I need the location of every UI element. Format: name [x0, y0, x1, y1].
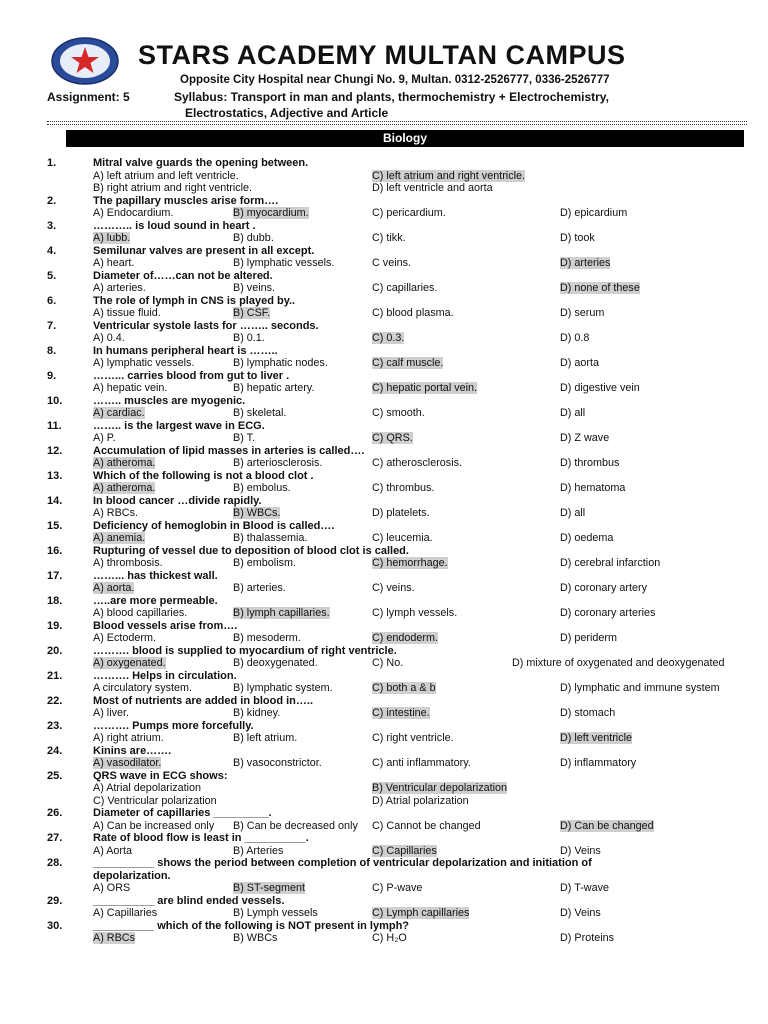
option: C) right ventricle.	[372, 732, 454, 744]
question-line	[0, 620, 768, 633]
question-line	[0, 420, 768, 433]
question-number: 28.	[47, 857, 63, 869]
option: A) P.	[93, 432, 116, 444]
option: D) aorta	[560, 357, 600, 369]
option: D) took	[560, 232, 595, 244]
question-line	[0, 670, 768, 683]
question-item	[0, 745, 768, 770]
question-line	[0, 295, 768, 308]
option: D) mixture of oxygenated and deoxygenated	[512, 657, 725, 669]
option: B) left atrium.	[233, 732, 298, 744]
options-row	[0, 207, 768, 220]
question-item	[0, 420, 768, 445]
question-line	[0, 720, 768, 733]
option: A) Capillaries	[93, 907, 158, 919]
question-item	[0, 220, 768, 245]
question-item	[0, 470, 768, 495]
options-row	[0, 170, 768, 183]
question-text: Semilunar valves are present in all except.	[93, 244, 315, 257]
question-line	[0, 320, 768, 333]
option: D) inflammatory	[560, 757, 637, 769]
option-highlighted-answer: A) RBCs	[93, 932, 135, 944]
question-text: The role of lymph in CNS is played by..	[93, 294, 296, 307]
question-number: 5.	[47, 269, 57, 282]
option-highlighted-answer: D) Can be changed	[560, 819, 654, 832]
option: A) ORS	[93, 882, 131, 894]
option: A) 0.4.	[93, 332, 125, 344]
option: D) Proteins	[560, 932, 615, 944]
question-item	[0, 695, 768, 720]
options-row	[0, 757, 768, 770]
option-highlighted-answer: B) Ventricular depolarization	[372, 782, 508, 794]
option: B) Can be decreased only	[233, 819, 358, 832]
option-highlighted-answer: D) none of these	[560, 282, 640, 294]
options-row	[0, 632, 768, 645]
option: B) lymphatic vessels.	[233, 257, 335, 269]
option: C) leucemia.	[372, 532, 433, 544]
question-number: 6.	[47, 294, 57, 307]
question-line	[0, 895, 768, 908]
question-line	[0, 520, 768, 533]
option: D) platelets.	[372, 507, 430, 519]
option: B) WBCs	[233, 932, 278, 944]
question-list	[0, 157, 768, 945]
option: B) thalassemia.	[233, 532, 308, 544]
question-number: 18.	[47, 594, 63, 607]
option: A) left atrium and left ventricle.	[93, 169, 239, 182]
question-number: 20.	[47, 644, 63, 657]
question-item	[0, 620, 768, 645]
option: A) thrombosis.	[93, 557, 163, 569]
address-line: Opposite City Hospital near Chungi No. 9, Multan. 0312-2526777, 0336-2526777	[180, 74, 610, 86]
option: C) thrombus.	[372, 482, 435, 494]
question-item	[0, 345, 768, 370]
option: A) tissue fluid.	[93, 307, 161, 319]
question-number: 4.	[47, 244, 57, 257]
option: C) atherosclerosis.	[372, 457, 463, 469]
option: A) lymphatic vessels.	[93, 357, 195, 369]
option-highlighted-answer: A) vasodilator.	[93, 757, 162, 769]
options-row	[0, 582, 768, 595]
options-row	[0, 482, 768, 495]
option: D) coronary arteries	[560, 607, 656, 619]
option: A) Endocardium.	[93, 207, 174, 219]
question-line-continued	[0, 870, 768, 883]
option: C) anti inflammatory.	[372, 757, 471, 769]
question-text: Most of nutrients are added in blood in…..	[93, 694, 313, 707]
option: D) Z wave	[560, 432, 610, 444]
question-number: 25.	[47, 769, 63, 782]
option: B) deoxygenated.	[233, 657, 318, 669]
question-number: 11.	[47, 419, 62, 432]
question-text: ………. Pumps more forcefully.	[93, 719, 254, 732]
options-row	[0, 432, 768, 445]
question-number: 2.	[47, 194, 57, 207]
options-row	[0, 382, 768, 395]
question-number: 10.	[47, 394, 63, 407]
option: D) left ventricle and aorta	[372, 182, 493, 194]
option: A) blood capillaries.	[93, 607, 188, 619]
option: D) serum	[560, 307, 605, 319]
option: D) T-wave	[560, 882, 609, 894]
question-line	[0, 920, 768, 933]
option: D) all	[560, 507, 586, 519]
options-row	[0, 732, 768, 745]
option: B) arteriosclerosis.	[233, 457, 323, 469]
option: D) Atrial polarization	[372, 794, 469, 807]
question-text: Accumulation of lipid masses in arteries is called….	[93, 444, 365, 457]
option: D) lymphatic and immune system	[560, 682, 720, 694]
question-number: 22.	[47, 694, 63, 707]
option: C) blood plasma.	[372, 307, 454, 319]
question-text: Which of the following is not a blood clot .	[93, 469, 314, 482]
option: A) Atrial depolarization	[93, 782, 202, 794]
options-row	[0, 795, 768, 808]
option-highlighted-answer: D) left ventricle	[560, 732, 632, 744]
question-number: 14.	[47, 494, 63, 507]
option-highlighted-answer: B) myocardium.	[233, 207, 309, 219]
question-number: 15.	[47, 519, 63, 532]
option: C) pericardium.	[372, 207, 446, 219]
options-row	[0, 682, 768, 695]
option-highlighted-answer: B) CSF.	[233, 307, 271, 319]
question-item	[0, 395, 768, 420]
question-line	[0, 545, 768, 558]
option: C) tikk.	[372, 232, 406, 244]
question-item	[0, 520, 768, 545]
question-item	[0, 645, 768, 670]
question-text: ……... has thickest wall.	[93, 569, 218, 582]
option-highlighted-answer: A) aorta.	[93, 582, 135, 594]
question-item	[0, 320, 768, 345]
option: C) Ventricular polarization	[93, 794, 217, 807]
option: C) veins.	[372, 582, 415, 594]
options-row	[0, 882, 768, 895]
question-line	[0, 807, 768, 820]
option: D) all	[560, 407, 586, 419]
option-highlighted-answer: A) oxygenated.	[93, 657, 166, 669]
option: D) hematoma	[560, 482, 626, 494]
question-line	[0, 695, 768, 708]
options-row	[0, 907, 768, 920]
option: C) No.	[372, 657, 404, 669]
syllabus-line-1: Syllabus: Transport in man and plants, thermochemistry + Electrochemistry,	[174, 90, 609, 104]
question-text: In humans peripheral heart is ……..	[93, 344, 278, 357]
option-highlighted-answer: C) endoderm.	[372, 632, 439, 644]
option: B) Arteries	[233, 844, 284, 857]
question-item	[0, 295, 768, 320]
option: B) vasoconstrictor.	[233, 757, 322, 769]
option-highlighted-answer: C) Capillaries	[372, 844, 437, 857]
question-line	[0, 395, 768, 408]
option-highlighted-answer: B) ST-segment	[233, 882, 306, 894]
option: D) periderm	[560, 632, 617, 644]
option: B) embolism.	[233, 557, 296, 569]
options-row	[0, 357, 768, 370]
option-highlighted-answer: B) lymph capillaries.	[233, 607, 330, 619]
question-line	[0, 445, 768, 458]
question-text: Mitral valve guards the opening between.	[93, 157, 309, 169]
question-item	[0, 370, 768, 395]
options-row	[0, 532, 768, 545]
assignment-label: Assignment: 5	[47, 90, 130, 104]
question-line	[0, 157, 768, 170]
question-text: __________ which of the following is NOT present in lymph?	[93, 919, 410, 932]
options-row	[0, 332, 768, 345]
option: B) lymphatic nodes.	[233, 357, 328, 369]
option-highlighted-answer: C) calf muscle.	[372, 357, 444, 369]
question-text: In blood cancer …divide rapidly.	[93, 494, 262, 507]
option: A) RBCs.	[93, 507, 138, 519]
question-item	[0, 495, 768, 520]
option: B) veins.	[233, 282, 276, 294]
option: B) mesoderm.	[233, 632, 301, 644]
question-line	[0, 270, 768, 283]
question-item	[0, 157, 768, 195]
option-highlighted-answer: A) atheroma.	[93, 482, 156, 494]
option: A) Aorta	[93, 844, 133, 857]
option: D) coronary artery	[560, 582, 647, 594]
question-number: 17.	[47, 569, 63, 582]
question-line	[0, 595, 768, 608]
option: A circulatory system.	[93, 682, 192, 694]
option: B) embolus.	[233, 482, 291, 494]
question-number: 1.	[47, 157, 57, 169]
question-number: 24.	[47, 744, 63, 757]
option: B) skeletal.	[233, 407, 287, 419]
option: C) smooth.	[372, 407, 425, 419]
option: C veins.	[372, 257, 412, 269]
options-row	[0, 707, 768, 720]
option: A) arteries.	[93, 282, 146, 294]
question-line	[0, 770, 768, 783]
question-number: 23.	[47, 719, 63, 732]
question-number: 3.	[47, 219, 57, 232]
question-text: ……….. is loud sound in heart .	[93, 219, 256, 232]
options-row	[0, 307, 768, 320]
question-text: …….. muscles are myogenic.	[93, 394, 246, 407]
option-highlighted-answer: C) intestine.	[372, 707, 430, 719]
options-row	[0, 507, 768, 520]
question-number: 8.	[47, 344, 57, 357]
option-highlighted-answer: B) WBCs.	[233, 507, 281, 519]
divider-dotted	[47, 124, 747, 125]
question-line	[0, 832, 768, 845]
options-row	[0, 657, 768, 670]
option: A) right atrium.	[93, 732, 164, 744]
question-text: Diameter of……can not be altered.	[93, 269, 273, 282]
question-text: Rate of blood flow is least in __________.	[93, 832, 309, 844]
question-text: __________ shows the period between completion of ventricular depolarization and initiation of	[93, 857, 592, 869]
question-number: 16.	[47, 544, 63, 557]
academy-logo	[50, 36, 120, 86]
question-item	[0, 595, 768, 620]
page-title: STARS ACADEMY MULTAN CAMPUS	[138, 40, 626, 70]
options-row	[0, 845, 768, 858]
question-item	[0, 920, 768, 945]
question-item	[0, 895, 768, 920]
options-row	[0, 282, 768, 295]
option: B) right atrium and right ventricle.	[93, 182, 253, 194]
question-text: Rupturing of vessel due to deposition of blood clot is called.	[93, 544, 409, 557]
option: B) Lymph vessels	[233, 907, 318, 919]
question-item	[0, 832, 768, 857]
question-text: ……... carries blood from gut to liver .	[93, 369, 290, 382]
option: C) H₂O	[372, 932, 407, 944]
question-line	[0, 857, 768, 870]
question-line	[0, 220, 768, 233]
options-row	[0, 782, 768, 795]
option-highlighted-answer: C) left atrium and right ventricle.	[372, 169, 526, 182]
option: D) stomach	[560, 707, 616, 719]
options-row	[0, 182, 768, 195]
options-row	[0, 607, 768, 620]
question-text-continued: depolarization.	[93, 869, 171, 882]
question-text: …..are more permeable.	[93, 594, 218, 607]
question-line	[0, 345, 768, 358]
option: B) 0.1.	[233, 332, 265, 344]
question-number: 7.	[47, 319, 57, 332]
option: D) Veins	[560, 844, 601, 857]
option: D) epicardium	[560, 207, 628, 219]
question-line	[0, 470, 768, 483]
question-item	[0, 195, 768, 220]
option: D) 0.8	[560, 332, 590, 344]
option: A) Ectoderm.	[93, 632, 156, 644]
question-line	[0, 195, 768, 208]
option-highlighted-answer: C) hemorrhage.	[372, 557, 448, 569]
question-number: 29.	[47, 894, 63, 907]
options-row	[0, 932, 768, 945]
question-number: 13.	[47, 469, 63, 482]
option: A) liver.	[93, 707, 129, 719]
option: C) P-wave	[372, 882, 423, 894]
option: B) lymphatic system.	[233, 682, 333, 694]
options-row	[0, 232, 768, 245]
option-highlighted-answer: A) anemia.	[93, 532, 146, 544]
question-number: 27.	[47, 832, 63, 844]
question-text: The papillary muscles arise form….	[93, 194, 279, 207]
question-item	[0, 445, 768, 470]
section-header: Biology	[66, 130, 744, 147]
option-highlighted-answer: A) cardiac.	[93, 407, 145, 419]
option: B) arteries.	[233, 582, 286, 594]
question-text: Blood vessels arise from….	[93, 619, 238, 632]
option-highlighted-answer: D) arteries	[560, 257, 611, 269]
question-number: 30.	[47, 919, 63, 932]
question-item	[0, 270, 768, 295]
option: D) Veins	[560, 907, 601, 919]
option-highlighted-answer: A) lubb.	[93, 232, 131, 244]
question-text: __________ are blind ended vessels.	[93, 894, 285, 907]
question-item	[0, 570, 768, 595]
option: D) oedema	[560, 532, 614, 544]
option: A) Can be increased only	[93, 819, 215, 832]
question-text: ………. Helps in circulation.	[93, 669, 237, 682]
question-line	[0, 370, 768, 383]
option: C) Cannot be changed	[372, 819, 481, 832]
option: D) cerebral infarction	[560, 557, 661, 569]
options-row	[0, 457, 768, 470]
option: B) hepatic artery.	[233, 382, 315, 394]
question-item	[0, 670, 768, 695]
option: B) dubb.	[233, 232, 274, 244]
question-line	[0, 570, 768, 583]
question-line	[0, 245, 768, 258]
options-row	[0, 557, 768, 570]
question-line	[0, 745, 768, 758]
question-item	[0, 857, 768, 895]
question-text: QRS wave in ECG shows:	[93, 769, 228, 782]
option: B) kidney.	[233, 707, 281, 719]
option-highlighted-answer: C) Lymph capillaries	[372, 907, 470, 919]
question-number: 9.	[47, 369, 57, 382]
option: C) capillaries.	[372, 282, 438, 294]
divider-dotted	[47, 121, 747, 122]
question-number: 26.	[47, 807, 63, 819]
question-item	[0, 545, 768, 570]
option: D) digestive vein	[560, 382, 640, 394]
question-text: Ventricular systole lasts for …….. seconds.	[93, 319, 319, 332]
option-highlighted-answer: C) QRS.	[372, 432, 413, 444]
option: C) lymph vessels.	[372, 607, 458, 619]
question-number: 19.	[47, 619, 63, 632]
question-text: ………. blood is supplied to myocardium of right ventricle.	[93, 644, 397, 657]
question-item	[0, 807, 768, 832]
question-item	[0, 770, 768, 808]
question-number: 12.	[47, 444, 63, 457]
option-highlighted-answer: C) both a & b	[372, 682, 436, 694]
option-highlighted-answer: C) hepatic portal vein.	[372, 382, 478, 394]
question-text: Kinins are…….	[93, 744, 172, 757]
options-row	[0, 407, 768, 420]
question-text: …….. is the largest wave in ECG.	[93, 419, 265, 432]
question-number: 21.	[47, 669, 63, 682]
question-item	[0, 245, 768, 270]
option-highlighted-answer: A) atheroma.	[93, 457, 156, 469]
option: B) T.	[233, 432, 255, 444]
question-item	[0, 720, 768, 745]
syllabus-line-2: Electrostatics, Adjective and Article	[185, 106, 389, 120]
option: D) thrombus	[560, 457, 620, 469]
option: A) hepatic vein.	[93, 382, 168, 394]
question-text: Diameter of capillaries _________.	[93, 807, 272, 819]
option-highlighted-answer: C) 0.3.	[372, 332, 405, 344]
question-text: Deficiency of hemoglobin in Blood is called….	[93, 519, 335, 532]
question-line	[0, 495, 768, 508]
options-row	[0, 820, 768, 833]
option: A) heart.	[93, 257, 135, 269]
question-line	[0, 645, 768, 658]
options-row	[0, 257, 768, 270]
